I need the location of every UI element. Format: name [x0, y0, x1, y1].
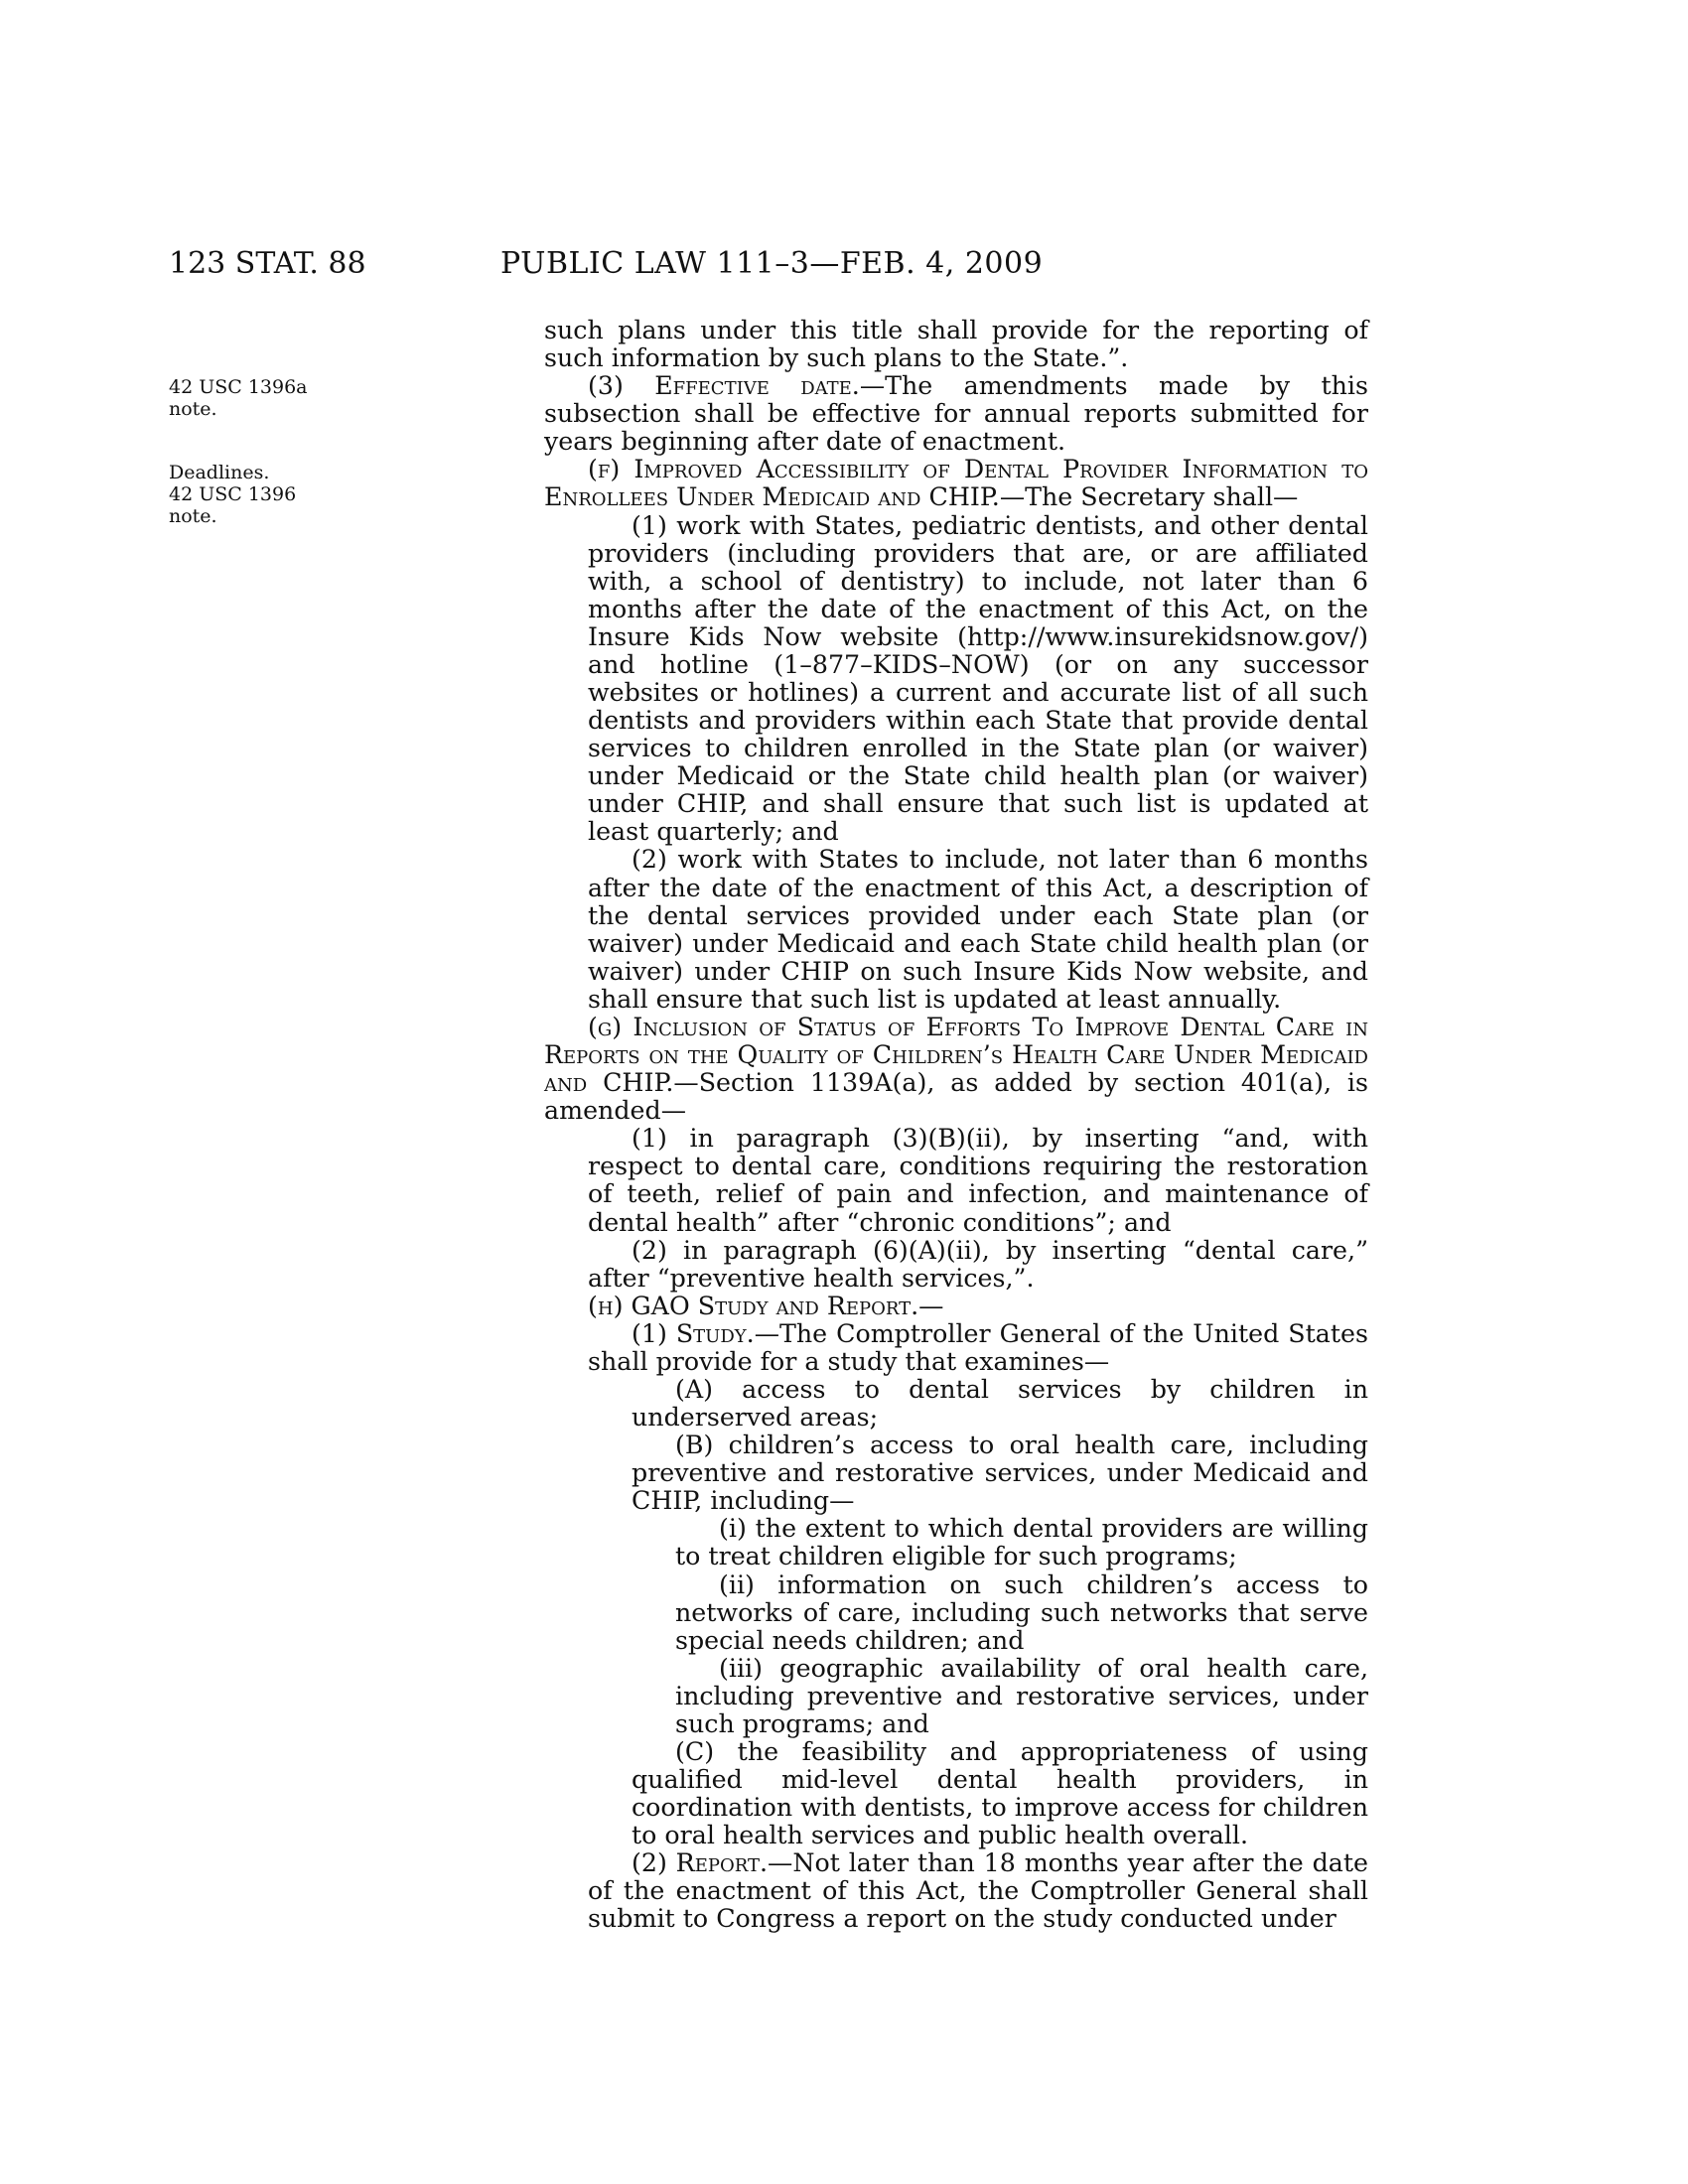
study-item-b-ii: (ii) information on such children’s access to networks of care, including such networks that serve special needs children; and: [675, 1570, 1368, 1655]
subsection-f-item-2: (2) work with States to include, not later than 6 months after the date of the enactment of this Act, a description of the dental services provided under each State plan (or waiver) under Medicaid and each State child health plan (or waiver) under CHIP on such Insure Kids Now website, and shall ensure that such list is updated at least annually.: [588, 845, 1368, 1014]
study-heading: (1) Study.: [632, 1318, 755, 1348]
subsection-h-title: (h) GAO Study and Report.: [588, 1291, 919, 1320]
paragraph-continuation: such plans under this title shall provide for the reporting of such information by such plans to the State.”.: [544, 316, 1368, 373]
page-header: [169, 246, 1370, 286]
subsection-g-title: (g) Inclusion of Status of Efforts To Improve Dental Care in Reports on the Quality of Children’s Health Care Under Medicaid and CHIP.: [544, 1012, 1368, 1098]
page-reference: 123 STAT. 88: [169, 246, 366, 281]
report-heading: (2) Report.: [632, 1848, 769, 1878]
margin-note-deadlines: Deadlines. 42 USC 1396 note.: [169, 462, 297, 527]
subsection-h-report: (2) Report.—Not later than 18 months year after the date of the enactment of this Act, the Comptroller General shall submit to Congress a report on the study conducted under: [588, 1848, 1368, 1934]
study-item-a: (A) access to dental services by children in underserved areas;: [632, 1374, 1368, 1433]
subsection-f-heading: (f) Improved Accessibility of Dental Provider Information to Enrollees Under Medicaid and CHIP.—The Secretary shall—: [544, 455, 1368, 512]
margin-note-citation: 42 USC 1396a note.: [169, 376, 308, 420]
study-item-b: (B) children’s access to oral health care, including preventive and restorative services, under Medicaid and CHIP, including—: [632, 1431, 1368, 1516]
study-item-c: (C) the feasibility and appropriateness of using qualified mid-level dental health providers, in coordination with dentists, to improve access for children to oral health services and public health overall.: [632, 1736, 1369, 1850]
paragraph-effective-date: (3) Effective date.—The amendments made by this subsection shall be effective for annual reports submitted for years beginning after date of enactment.: [544, 371, 1368, 457]
subsection-h-heading: (h) GAO Study and Report.—: [588, 1291, 944, 1320]
study-item-b-iii: (iii) geographic availability of oral health care, including preventive and restorative services, under such programs; and: [675, 1653, 1368, 1738]
body-text: [544, 317, 1368, 1934]
effective-date-heading: (3) Effective date.: [588, 371, 860, 401]
subsection-f-title: (f) Improved Accessibility of Dental Provider Information to Enrollees Under Medicaid and CHIP.: [544, 455, 1368, 512]
subsection-f-item-1: (1) work with States, pediatric dentists, and other dental providers (including providers that are, or are affiliated with, a school of dentistry) to include, not later than 6 months after the date of the enactment of this Act, on the Insure Kids Now website (http://www.insurekidsnow.gov/) and hotline (1–877–KIDS–NOW) (or on any successor websites or hotlines) a current and accurate list of all such dentists and providers within each State that provide dental services to children enrolled in the State plan (or waiver) under Medicaid or the State child health plan (or waiver) under CHIP, and shall ensure that such list is updated at least quarterly; and: [588, 510, 1368, 847]
subsection-h-study: (1) Study.—The Comptroller General of the United States shall provide for a study that examines—: [588, 1318, 1368, 1376]
subsection-g-heading: (g) Inclusion of Status of Efforts To Improve Dental Care in Reports on the Quality of Children’s Health Care Under Medicaid and CHIP.—Section 1139A(a), as added by section 401(a), is amended—: [544, 1012, 1368, 1126]
running-title: PUBLIC LAW 111–3—FEB. 4, 2009: [500, 246, 1044, 281]
subsection-g-item-2: (2) in paragraph (6)(A)(ii), by inserting “dental care,” after “preventive health services,”.: [588, 1235, 1368, 1293]
study-item-b-i: (i) the extent to which dental providers are willing to treat children eligible for such programs;: [675, 1514, 1368, 1571]
subsection-g-item-1: (1) in paragraph (3)(B)(ii), by inserting “and, with respect to dental care, conditions requiring the restoration of teeth, relief of pain and infection, and maintenance of dental health” after “chronic conditions”; and: [588, 1124, 1368, 1237]
